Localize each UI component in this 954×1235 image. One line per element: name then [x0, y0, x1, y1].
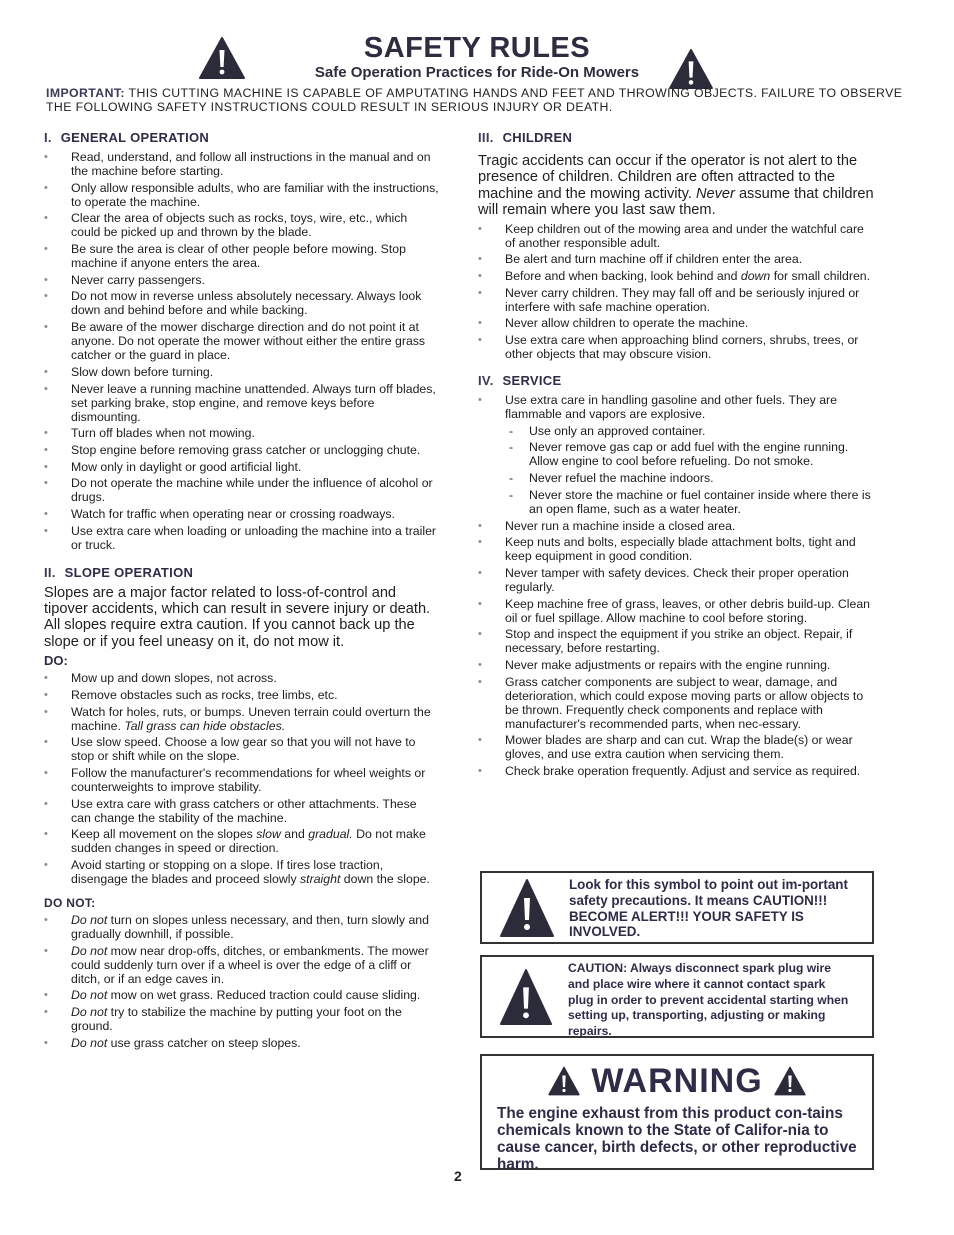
item-emphasis: Do not: [71, 1035, 108, 1050]
list-item: • Use extra care when approaching blind corners, shrubs, trees, or other objects that may obscure vision.: [478, 333, 874, 361]
list-item: • Never allow children to operate the machine.: [478, 316, 874, 330]
item-emphasis: Do not: [71, 943, 108, 958]
list-item: [44, 827, 439, 855]
item-text: mow near drop-offs, ditches, or embankments. The mower could suddenly turn over if a wheel is over the edge of a cliff or ditch, or if an edge caves in.: [71, 943, 429, 986]
list-item: • Keep machine free of grass, leaves, or other debris build-up. Clean oil or fuel spillage. Allow machine to cool before storing.: [478, 597, 874, 625]
list-item: [44, 988, 439, 1002]
list-item: • Turn off blades when not mowing.: [44, 426, 439, 440]
list-item: • Do not operate the machine while under the influence of alcohol or drugs.: [44, 476, 439, 504]
list-item: • Use extra care when loading or unloading the machine into a trailer or truck.: [44, 524, 439, 552]
slope-intro: Slopes are a major factor related to loss-of-control and tipover accidents, which can result in severe injury or death. All slopes require extra caution. If you cannot back up the slope or if you feel uneasy on it, do not mow it.: [44, 584, 431, 650]
list-item: • Never carry children. They may fall off and be seriously injured or interfere with safe machine operation.: [478, 286, 874, 314]
item-text: use grass catcher on steep slopes.: [110, 1035, 301, 1050]
item-text: turn on slopes unless necessary, and then, turn slowly and gradually downhill, if possible.: [71, 913, 429, 942]
intro-text: assume that children will remain where you last saw them.: [478, 185, 874, 219]
safety-symbol-text: Look for this symbol to point out im-portant safety precautions. It means CAUTION!!! BECOME ALERT!!! YOUR SAFETY IS INVOLVED.: [569, 877, 848, 940]
sub-list-item: - Use only an approved container.: [505, 424, 874, 438]
list-item: • Stop and inspect the equipment if you strike an object. Repair, if necessary, before restarting.: [478, 627, 874, 655]
list-item: [44, 1005, 439, 1033]
item-text: mow on wet grass. Reduced traction could cause sliding.: [110, 988, 421, 1003]
list-item: • Be sure the area is clear of other people before mowing. Stop machine if anyone enters the area.: [44, 242, 439, 270]
list-item: • Never leave a running machine unattended. Always turn off blades, set parking brake, stop engine, and remove keys before dismounting.: [44, 382, 439, 424]
section-title: SLOPE OPERATION: [64, 564, 194, 580]
item-text: Watch for holes, ruts, or bumps. Uneven terrain could overturn the machine.: [71, 704, 431, 733]
item-text: Do not make sudden changes in speed or direction.: [71, 827, 426, 856]
important-text: THIS CUTTING MACHINE IS CAPABLE OF AMPUTATING HANDS AND FEET AND THROWING OBJECTS. FAILURE TO OBSERVE THE FOLLOWING SAFETY INSTRUCTIONS COULD RESULT IN SERIOUS INJURY OR DEATH.: [46, 86, 903, 114]
list-item: [44, 944, 439, 986]
safety-alert-icon: [499, 967, 553, 1032]
list-item: [44, 705, 439, 733]
item-text: for small children.: [773, 269, 871, 283]
warning-icon-right: [773, 1062, 807, 1100]
list-item: • Never make adjustments or repairs with the engine running.: [478, 658, 874, 672]
service-heading: [478, 373, 874, 388]
item-text: down the slope.: [343, 872, 430, 887]
safety-symbol-box: [480, 871, 874, 944]
list-item: [478, 269, 874, 283]
list-item: • Be aware of the mower discharge direction and do not point it at anyone. Do not operate the mower without either the entire grass catcher or the guard in place.: [44, 320, 439, 362]
list-item: • Remove obstacles such as rocks, tree limbs, etc.: [44, 688, 439, 702]
list-item: • Clear the area of objects such as rocks, toys, wire, etc., which could be picked up and thrown by the blade.: [44, 211, 439, 239]
list-item: • Never tamper with safety devices. Check their proper operation regularly.: [478, 566, 874, 594]
section-number: IV.: [478, 373, 494, 389]
item-text: Avoid starting or stopping on a slope. If tires lose traction, disengage the blades and proceed slowly: [71, 858, 384, 887]
important-notice: [46, 86, 914, 114]
service-list: [478, 393, 874, 421]
list-item: • Use slow speed. Choose a low gear so that you will not have to stop or shift while on the slope.: [44, 735, 439, 763]
item-emphasis: Tall grass can hide obstacles.: [124, 718, 286, 733]
list-item: • Never carry passengers.: [44, 273, 439, 287]
item-text: Before and when backing, look behind and: [505, 269, 738, 283]
slope-operation-heading: [44, 565, 439, 580]
sub-list-item: - Never store the machine or fuel container inside where there is an open flame, such as a water heater.: [505, 488, 874, 516]
item-emphasis: gradual.: [308, 827, 353, 842]
list-item: • Do not mow in reverse unless absolutely necessary. Always look down and behind before and while backing.: [44, 289, 439, 317]
section-title: GENERAL OPERATION: [60, 130, 210, 145]
list-item: • Grass catcher components are subject to wear, damage, and deterioration, which could expose moving parts or allow objects to be thrown. Frequently check components and replace with manufacturer's recommended parts, when nec-essary.: [478, 675, 874, 731]
list-item: [44, 913, 439, 941]
item-emphasis: Do not: [71, 988, 108, 1003]
list-item: • Keep nuts and bolts, especially blade attachment bolts, tight and keep equipment in good condition.: [478, 535, 874, 563]
section-number: II.: [44, 564, 56, 580]
item-emphasis: Do not: [71, 1005, 108, 1020]
section-title: CHILDREN: [502, 130, 573, 145]
item-text: try to stabilize the machine by putting your foot on the ground.: [71, 1005, 402, 1034]
important-label: IMPORTANT:: [46, 86, 125, 100]
safety-alert-icon: [499, 878, 555, 943]
item-text: and: [284, 827, 305, 842]
item-emphasis: slow: [256, 827, 281, 842]
item-text: Keep all movement on the slopes: [71, 827, 253, 842]
warning-title: WARNING: [591, 1062, 763, 1100]
section-number: III.: [478, 130, 494, 145]
page-number: 2: [454, 1168, 462, 1184]
fuel-sub-list: [505, 424, 874, 516]
list-item: • Never run a machine inside a closed area.: [478, 519, 874, 533]
general-operation-list: [44, 150, 439, 552]
list-item: • Mower blades are sharp and can cut. Wrap the blade(s) or wear gloves, and use extra caution when servicing them.: [478, 733, 874, 761]
left-column: [44, 130, 439, 1053]
warning-box: [480, 1054, 874, 1173]
list-item: • Use extra care in handling gasoline and other fuels. They are flammable and vapors are explosive.: [478, 393, 874, 421]
warning-heading: [482, 1062, 872, 1101]
do-not-heading: DO NOT:: [44, 896, 96, 911]
intro-text: Tragic accidents can occur if the operator is not alert to the presence of children. Children are often attracted to the machine and the mowing activity.: [478, 153, 858, 202]
list-item: • Check brake operation frequently. Adjust and service as required.: [478, 764, 874, 778]
warning-icon-left: [547, 1062, 581, 1100]
item-emphasis: Do not: [71, 913, 108, 928]
list-item: [44, 1036, 439, 1050]
page-subtitle: Safe Operation Practices for Ride-On Mowers: [314, 64, 640, 81]
sub-list-item: - Never remove gas cap or add fuel with the engine running. Allow engine to cool before refueling. Do not smoke.: [505, 440, 874, 468]
caution-text: CAUTION: Always disconnect spark plug wire and place wire where it cannot contact spark plug in order to prevent accidental starting when setting up, transporting, adjusting or making repairs.: [568, 961, 849, 1039]
children-intro: [478, 153, 874, 219]
item-emphasis: straight: [300, 872, 341, 887]
list-item: • Only allow responsible adults, who are familiar with the instructions, to operate the machine.: [44, 181, 439, 209]
children-heading: [478, 130, 874, 145]
caution-box: [480, 955, 874, 1038]
sub-list-item: - Never refuel the machine indoors.: [505, 471, 874, 485]
do-heading: DO:: [44, 653, 68, 669]
intro-emphasis: Never: [695, 185, 735, 202]
section-title: SERVICE: [502, 373, 562, 389]
list-item: • Mow up and down slopes, not across.: [44, 671, 439, 685]
right-column: [478, 130, 874, 781]
list-item: [44, 858, 439, 886]
list-item: • Stop engine before removing grass catcher or unclogging chute.: [44, 443, 439, 457]
list-item: • Follow the manufacturer's recommendations for wheel weights or counterweights to improve stability.: [44, 766, 439, 794]
service-list-continued: [478, 519, 874, 779]
general-operation-heading: [44, 130, 439, 145]
page-title: SAFETY RULES: [363, 32, 591, 64]
list-item: • Keep children out of the mowing area and under the watchful care of another responsible adult.: [478, 222, 874, 250]
list-item: • Use extra care with grass catchers or other attachments. These can change the stability of the machine.: [44, 797, 439, 825]
list-item: • Read, understand, and follow all instructions in the manual and on the machine before starting.: [44, 150, 439, 178]
do-list: [44, 671, 439, 886]
list-item: • Slow down before turning.: [44, 365, 439, 379]
do-not-list: [44, 913, 439, 1050]
list-item: • Be alert and turn machine off if children enter the area.: [478, 252, 874, 266]
children-list: [478, 222, 874, 361]
warning-text: The engine exhaust from this product con-tains chemicals known to the State of Califor-nia to cause cancer, birth defects, or other reproductive harm.: [497, 1105, 857, 1173]
list-item: • Mow only in daylight or good artificial light.: [44, 460, 439, 474]
item-emphasis: down: [740, 269, 771, 283]
section-number: I.: [44, 130, 52, 145]
list-item: • Watch for traffic when operating near or crossing roadways.: [44, 507, 439, 521]
